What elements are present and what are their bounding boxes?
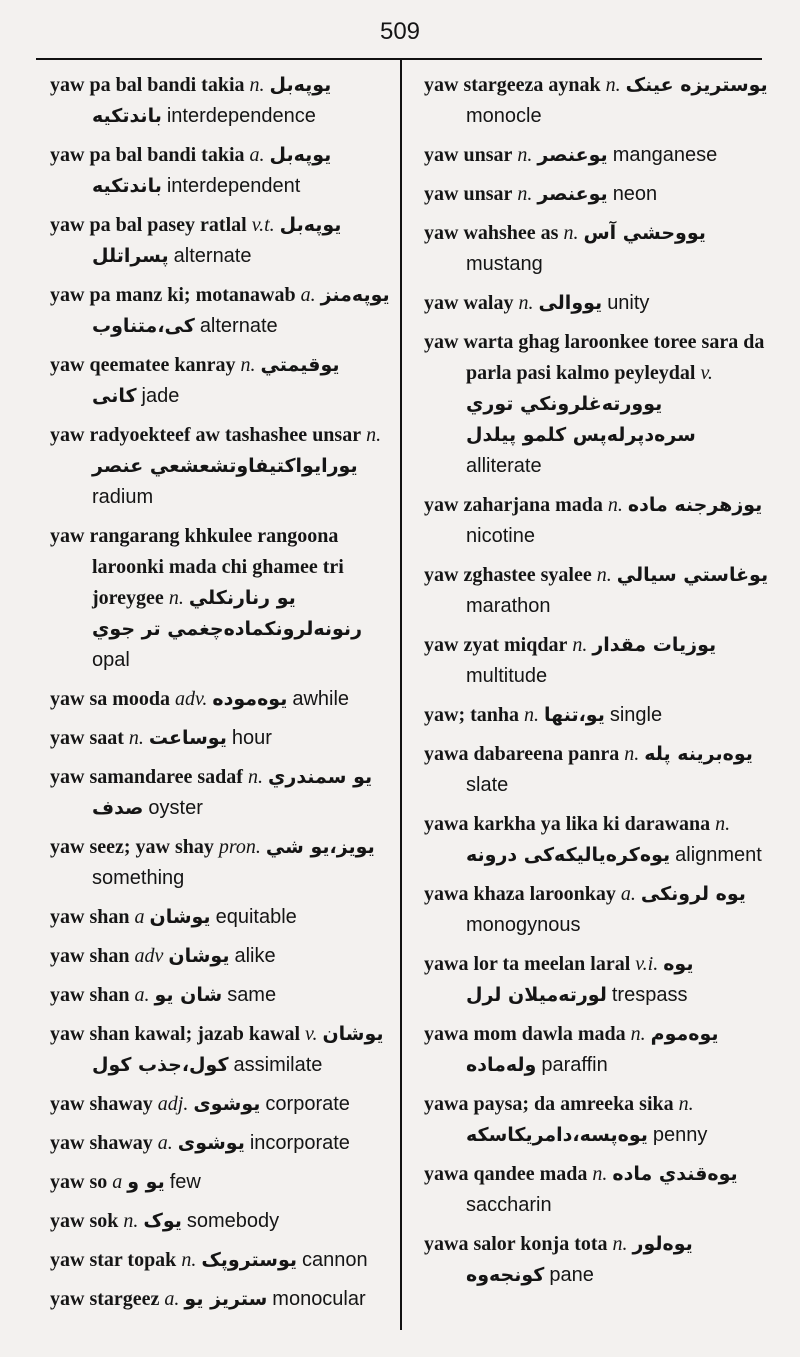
kurdish-translation: یوەلور کونجەوە bbox=[466, 1233, 693, 1286]
english-gloss: nicotine bbox=[466, 525, 535, 547]
english-gloss: few bbox=[169, 1171, 201, 1193]
dictionary-entry bbox=[50, 521, 390, 676]
english-gloss: radium bbox=[92, 486, 154, 508]
part-of-speech: n. bbox=[605, 74, 621, 96]
dictionary-entry bbox=[424, 879, 770, 941]
dictionary-entry bbox=[424, 630, 770, 692]
english-gloss: hour bbox=[231, 727, 272, 749]
dictionary-entry bbox=[424, 949, 770, 1011]
headword: yaw walay bbox=[424, 292, 514, 314]
kurdish-translation: یوپەبل پسراتلل bbox=[92, 214, 342, 267]
dictionary-entry bbox=[424, 179, 770, 210]
part-of-speech: n. bbox=[592, 1163, 608, 1185]
headword: yaw zyat miqdar bbox=[424, 634, 568, 656]
dictionary-entry bbox=[424, 739, 770, 801]
kurdish-translation: یوزیات مقدار bbox=[592, 634, 717, 656]
kurdish-translation: یوەمودە bbox=[212, 688, 288, 710]
headword: yawa khaza laroonkay bbox=[424, 883, 616, 905]
kurdish-translation: یوەقندي مادە bbox=[612, 1163, 738, 1185]
english-gloss: neon bbox=[612, 183, 658, 205]
left-column bbox=[50, 70, 390, 1323]
dictionary-entry bbox=[50, 420, 390, 513]
english-gloss: paraffin bbox=[541, 1054, 608, 1076]
dictionary-entry bbox=[50, 762, 390, 824]
kurdish-translation: یوستریزە عینک bbox=[625, 74, 768, 96]
kurdish-translation: یوپەمنز کی،متناوب bbox=[92, 284, 390, 337]
headword: yawa paysa; da amreeka sika bbox=[424, 1093, 674, 1115]
kurdish-translation: یوستروپک bbox=[201, 1249, 298, 1271]
kurdish-translation: یو،تنها bbox=[544, 704, 605, 726]
headword: yaw shan bbox=[50, 906, 130, 928]
headword: yaw shan bbox=[50, 984, 130, 1006]
part-of-speech: n. bbox=[366, 424, 382, 446]
english-gloss: assimilate bbox=[233, 1054, 323, 1076]
dictionary-entry bbox=[50, 1019, 390, 1081]
kurdish-translation: یوقیمتي کانی bbox=[92, 354, 340, 407]
headword: yaw saat bbox=[50, 727, 124, 749]
right-column bbox=[424, 70, 770, 1299]
dictionary-entry bbox=[50, 684, 390, 715]
part-of-speech: n. bbox=[247, 766, 263, 788]
headword: yawa mom dawla mada bbox=[424, 1023, 626, 1045]
part-of-speech: adj. bbox=[157, 1093, 189, 1115]
dictionary-entry bbox=[424, 327, 770, 482]
dictionary-entry bbox=[424, 140, 770, 171]
kurdish-translation: یوورتەغلرونکي توري سرەدپرلەپس کلمو پیلدل bbox=[466, 393, 696, 446]
dictionary-entry bbox=[424, 218, 770, 280]
headword: yawa salor konja tota bbox=[424, 1233, 608, 1255]
english-gloss: something bbox=[92, 867, 185, 889]
part-of-speech: a. bbox=[300, 284, 316, 306]
kurdish-translation: یوەموم ولەمادە bbox=[466, 1023, 719, 1076]
part-of-speech: v.i. bbox=[635, 953, 659, 975]
part-of-speech: n. bbox=[572, 634, 588, 656]
english-gloss: corporate bbox=[265, 1093, 350, 1115]
part-of-speech: adv bbox=[134, 945, 164, 967]
english-gloss: penny bbox=[652, 1124, 708, 1146]
kurdish-translation: یووالی bbox=[538, 292, 603, 314]
english-gloss: interdependence bbox=[166, 105, 316, 127]
english-gloss: multitude bbox=[466, 665, 548, 687]
headword: yaw pa bal bandi takia bbox=[50, 144, 245, 166]
headword: yaw shaway bbox=[50, 1093, 153, 1115]
part-of-speech: v.t. bbox=[251, 214, 275, 236]
english-gloss: alike bbox=[234, 945, 276, 967]
kurdish-translation: یوپەبل باندتکیە bbox=[92, 74, 332, 127]
headword: yawa karkha ya lika ki darawana bbox=[424, 813, 711, 835]
headword: yaw warta ghag laroonkee toree sara da parla pasi kalmo peyleydal bbox=[424, 331, 765, 384]
part-of-speech: a. bbox=[249, 144, 265, 166]
part-of-speech: n. bbox=[678, 1093, 694, 1115]
english-gloss: alternate bbox=[199, 315, 278, 337]
english-gloss: trespass bbox=[611, 984, 688, 1006]
headword: yaw unsar bbox=[424, 183, 513, 205]
part-of-speech: a. bbox=[620, 883, 636, 905]
headword: yaw unsar bbox=[424, 144, 513, 166]
dictionary-entry bbox=[50, 70, 390, 132]
part-of-speech: n. bbox=[249, 74, 265, 96]
part-of-speech: n. bbox=[240, 354, 256, 376]
english-gloss: single bbox=[609, 704, 663, 726]
part-of-speech: n. bbox=[517, 144, 533, 166]
part-of-speech: n. bbox=[715, 813, 731, 835]
headword: yaw shan kawal; jazab kawal bbox=[50, 1023, 301, 1045]
kurdish-translation: یورایواکتیفاوتشعشعي عنصر bbox=[92, 455, 358, 477]
headword: yawa lor ta meelan laral bbox=[424, 953, 631, 975]
dictionary-entry bbox=[424, 1019, 770, 1081]
kurdish-translation: یوغاستي سیالي bbox=[616, 564, 769, 586]
headword: yaw sok bbox=[50, 1210, 119, 1232]
dictionary-entry bbox=[424, 809, 770, 871]
kurdish-translation: یوشان bbox=[149, 906, 211, 928]
part-of-speech: n. bbox=[128, 727, 144, 749]
english-gloss: oyster bbox=[148, 797, 203, 819]
english-gloss: monocular bbox=[272, 1288, 366, 1310]
part-of-speech: a. bbox=[157, 1132, 173, 1154]
dictionary-entry bbox=[50, 832, 390, 894]
dictionary-entry bbox=[50, 941, 390, 972]
headword: yaw so bbox=[50, 1171, 108, 1193]
headword: yawa dabareena panra bbox=[424, 743, 620, 765]
headword: yaw samandaree sadaf bbox=[50, 766, 243, 788]
dictionary-entry bbox=[50, 140, 390, 202]
part-of-speech: n. bbox=[524, 704, 540, 726]
dictionary-entry bbox=[50, 350, 390, 412]
kurdish-translation: یوشان کول،جذب کول bbox=[92, 1023, 384, 1076]
headword: yawa qandee mada bbox=[424, 1163, 588, 1185]
headword: yaw shan bbox=[50, 945, 130, 967]
headword: yaw stargeeza aynak bbox=[424, 74, 601, 96]
kurdish-translation: یووحشي آس bbox=[583, 222, 706, 244]
part-of-speech: a. bbox=[134, 984, 150, 1006]
kurdish-translation: یوساعت bbox=[148, 727, 227, 749]
dictionary-entry bbox=[50, 902, 390, 933]
english-gloss: marathon bbox=[466, 595, 551, 617]
part-of-speech: n. bbox=[624, 743, 640, 765]
dictionary-entry bbox=[50, 280, 390, 342]
kurdish-translation: یوشوی bbox=[177, 1132, 245, 1154]
kurdish-translation: یویز،یو شي bbox=[265, 836, 375, 858]
part-of-speech: a bbox=[112, 1171, 123, 1193]
part-of-speech: n. bbox=[563, 222, 579, 244]
english-gloss: cannon bbox=[302, 1249, 368, 1271]
dictionary-entry bbox=[50, 210, 390, 272]
kurdish-translation: یوزهرجنە مادە bbox=[627, 494, 763, 516]
headword: yaw pa bal bandi takia bbox=[50, 74, 245, 96]
english-gloss: interdependent bbox=[166, 175, 301, 197]
dictionary-entry bbox=[424, 288, 770, 319]
part-of-speech: n. bbox=[517, 183, 533, 205]
headword: yaw radyoekteef aw tashashee unsar bbox=[50, 424, 362, 446]
dictionary-entry bbox=[50, 1284, 390, 1315]
header-rule bbox=[36, 58, 762, 60]
kurdish-translation: یوعنصر bbox=[537, 183, 608, 205]
english-gloss: equitable bbox=[215, 906, 297, 928]
english-gloss: incorporate bbox=[249, 1132, 350, 1154]
part-of-speech: pron. bbox=[218, 836, 261, 858]
english-gloss: jade bbox=[141, 385, 180, 407]
kurdish-translation: یوە لرونکی bbox=[640, 883, 746, 905]
headword: yaw stargeez bbox=[50, 1288, 160, 1310]
part-of-speech: n. bbox=[123, 1210, 139, 1232]
headword: yaw; tanha bbox=[424, 704, 520, 726]
part-of-speech: v. bbox=[700, 362, 713, 384]
part-of-speech: n. bbox=[596, 564, 612, 586]
headword: yaw shaway bbox=[50, 1132, 153, 1154]
english-gloss: pane bbox=[549, 1264, 594, 1286]
kurdish-translation: یوپەبل باندتکیە bbox=[92, 144, 332, 197]
kurdish-translation: یوک bbox=[143, 1210, 182, 1232]
kurdish-translation: یوە لورتەمیلان لرل bbox=[466, 953, 694, 1006]
english-gloss: alignment bbox=[675, 844, 762, 866]
english-gloss: manganese bbox=[612, 144, 718, 166]
kurdish-translation: یوشوی bbox=[193, 1093, 261, 1115]
kurdish-translation: یوەبرینە پلە bbox=[644, 743, 753, 765]
dictionary-entry bbox=[424, 560, 770, 622]
column-divider bbox=[400, 60, 402, 1330]
kurdish-translation: ستریز یو bbox=[184, 1288, 268, 1310]
english-gloss: somebody bbox=[186, 1210, 280, 1232]
headword: yaw pa bal pasey ratlal bbox=[50, 214, 247, 236]
headword: yaw zaharjana mada bbox=[424, 494, 603, 516]
headword: yaw qeematee kanray bbox=[50, 354, 236, 376]
part-of-speech: a. bbox=[164, 1288, 180, 1310]
english-gloss: monocle bbox=[466, 105, 542, 127]
dictionary-entry bbox=[50, 1089, 390, 1120]
kurdish-translation: شان یو bbox=[154, 984, 223, 1006]
english-gloss: alliterate bbox=[466, 455, 542, 477]
english-gloss: mustang bbox=[466, 253, 543, 275]
kurdish-translation: یو و bbox=[127, 1171, 165, 1193]
part-of-speech: v. bbox=[305, 1023, 318, 1045]
part-of-speech: n. bbox=[607, 494, 623, 516]
part-of-speech: n. bbox=[612, 1233, 628, 1255]
kurdish-translation: یوەکرەیالیکەکی درونە bbox=[466, 844, 671, 866]
headword: yaw seez; yaw shay bbox=[50, 836, 214, 858]
english-gloss: slate bbox=[466, 774, 509, 796]
english-gloss: alternate bbox=[173, 245, 252, 267]
dictionary-entry bbox=[50, 1167, 390, 1198]
kurdish-translation: یو سمندري صدف bbox=[92, 766, 373, 819]
dictionary-entry bbox=[50, 980, 390, 1011]
part-of-speech: n. bbox=[518, 292, 534, 314]
english-gloss: awhile bbox=[292, 688, 350, 710]
part-of-speech: adv. bbox=[175, 688, 208, 710]
dictionary-entry bbox=[424, 1159, 770, 1221]
headword: yaw wahshee as bbox=[424, 222, 559, 244]
english-gloss: opal bbox=[92, 649, 130, 671]
page-number: 509 bbox=[379, 18, 421, 45]
english-gloss: unity bbox=[607, 292, 650, 314]
dictionary-entry bbox=[424, 70, 770, 132]
dictionary-entry bbox=[50, 1245, 390, 1276]
dictionary-entry bbox=[50, 1128, 390, 1159]
part-of-speech: a bbox=[134, 906, 145, 928]
english-gloss: same bbox=[227, 984, 277, 1006]
headword: yaw star topak bbox=[50, 1249, 177, 1271]
dictionary-entry bbox=[50, 1206, 390, 1237]
headword: yaw zghastee syalee bbox=[424, 564, 592, 586]
dictionary-entry bbox=[424, 1089, 770, 1151]
dictionary-entry bbox=[424, 700, 770, 731]
english-gloss: monogynous bbox=[466, 914, 581, 936]
part-of-speech: n. bbox=[630, 1023, 646, 1045]
kurdish-translation: یوشان bbox=[168, 945, 230, 967]
english-gloss: saccharin bbox=[466, 1194, 552, 1216]
headword: yaw pa manz ki; motanawab bbox=[50, 284, 296, 306]
headword: yaw sa mooda bbox=[50, 688, 171, 710]
part-of-speech: n. bbox=[181, 1249, 197, 1271]
kurdish-translation: یوەپسە،دامریکاسکە bbox=[466, 1124, 648, 1146]
dictionary-entry bbox=[424, 1229, 770, 1291]
dictionary-entry bbox=[50, 723, 390, 754]
part-of-speech: n. bbox=[168, 587, 184, 609]
headword: yaw rangarang khkulee rangoona laroonki mada chi ghamee tri joreygee bbox=[50, 525, 344, 609]
dictionary-entry bbox=[424, 490, 770, 552]
kurdish-translation: یو رنارنکلي رنونەلرونکمادەچغمي تر جوي bbox=[92, 587, 363, 640]
kurdish-translation: یوعنصر bbox=[537, 144, 608, 166]
